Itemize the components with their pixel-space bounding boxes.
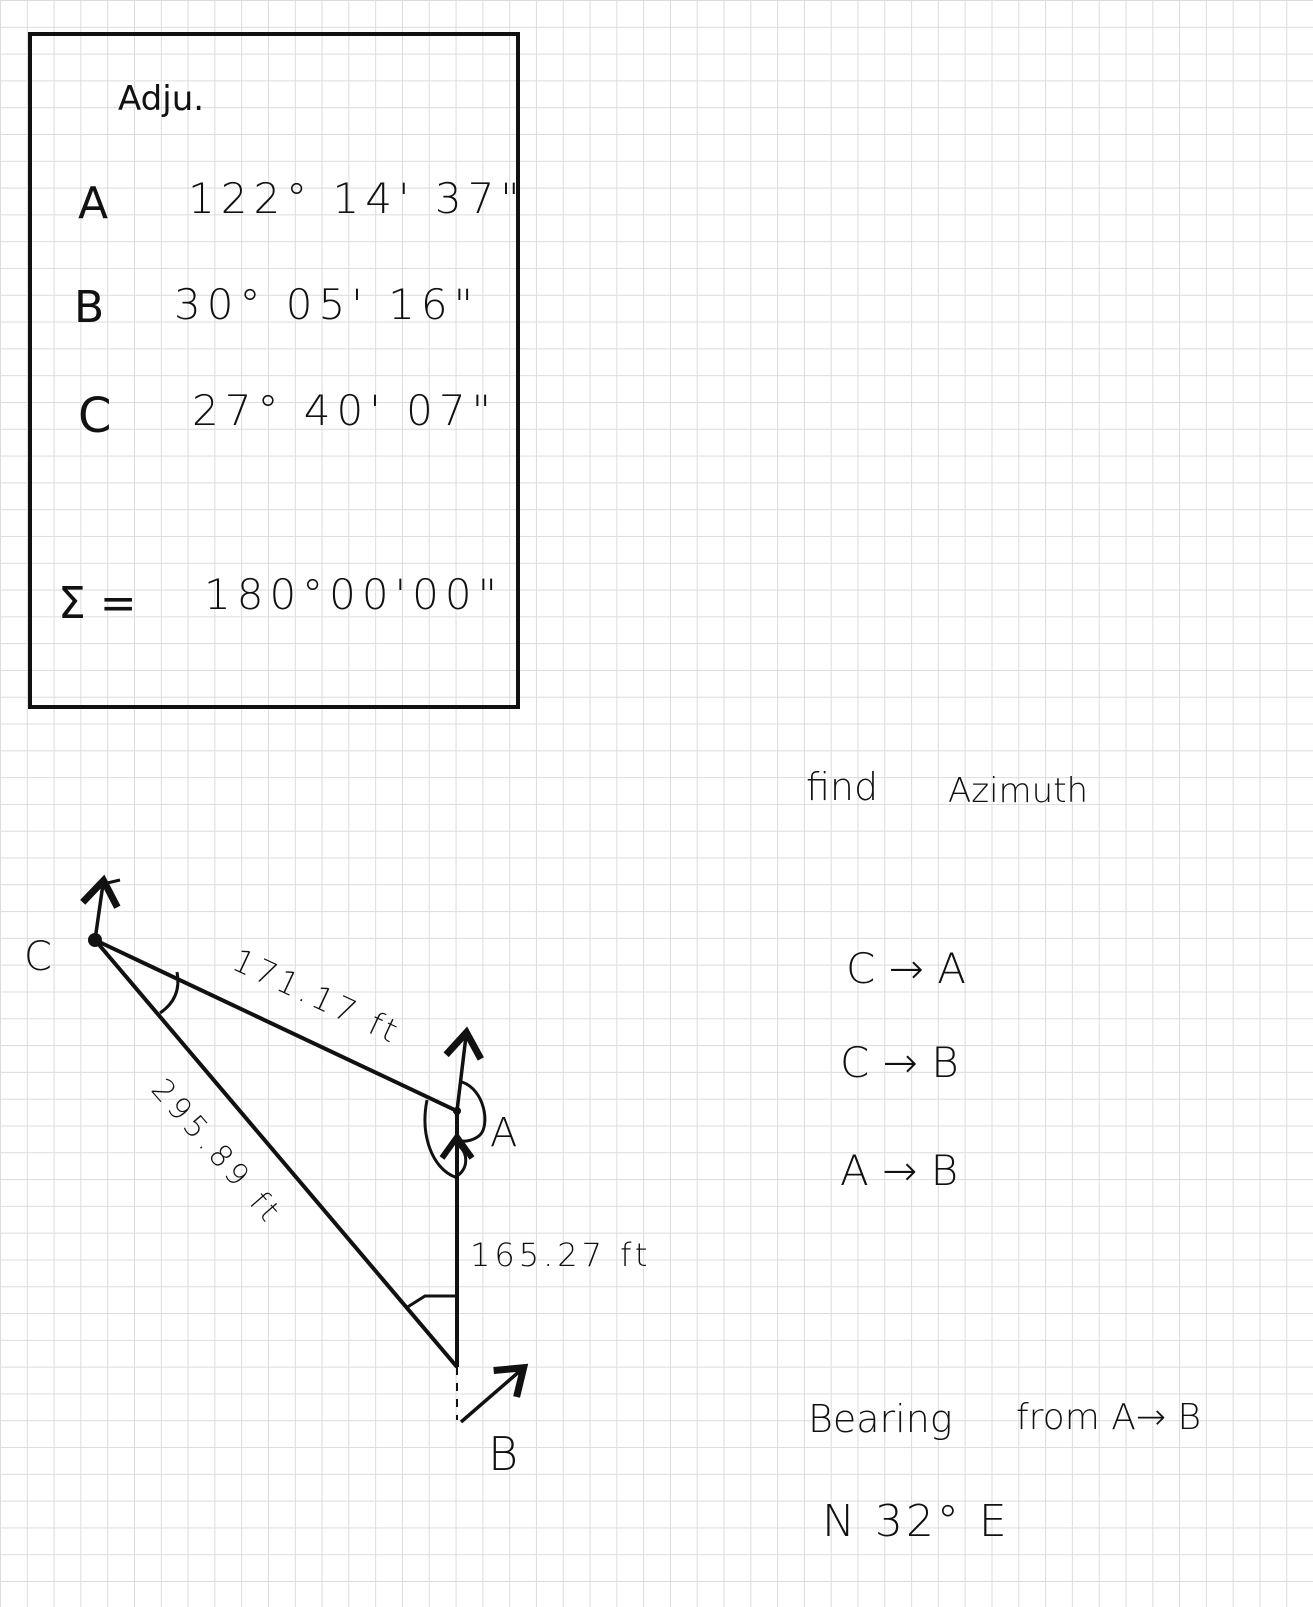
label-point-b: B [488,1427,519,1481]
side-cb-line [95,940,457,1367]
label-side-ca: 171.17 ft [226,940,408,1052]
label-side-cb: 295.89 ft [143,1072,290,1233]
north-arrow-a [457,1036,466,1111]
find-label: find [806,765,879,809]
row-label-a: A [78,178,109,229]
north-arrow-c-tick [103,880,120,884]
bearing-label: Bearing [808,1397,953,1441]
leg-a-to-b: A → B [840,1146,959,1195]
leg-c-to-b: C → B [840,1038,959,1087]
row-value-a: 122° 14' 37" [188,174,526,223]
sum-label: Σ = [58,578,137,629]
sum-value: 180°00'00" [204,570,503,619]
bearing-arrow-b [461,1370,521,1422]
label-side-ab: 165.27 ft [470,1236,652,1274]
angle-arc-b [406,1296,457,1308]
label-point-a: A [490,1110,518,1156]
leg-c-to-a: C → A [846,944,966,993]
row-label-b: B [74,282,105,333]
row-label-c: C [78,388,112,444]
bearing-from-label: from A→ B [1016,1397,1202,1438]
table-heading: Adju. [118,79,205,119]
row-value-b: 30° 05' 16" [174,280,479,329]
bearing-value: N 32° E [822,1496,1010,1547]
azimuth-arc-a [457,1082,485,1141]
row-value-c: 27° 40' 07" [192,386,497,435]
north-arrow-c [95,884,103,940]
azimuth-label: Azimuth [948,771,1089,811]
label-point-c: C [24,934,52,980]
